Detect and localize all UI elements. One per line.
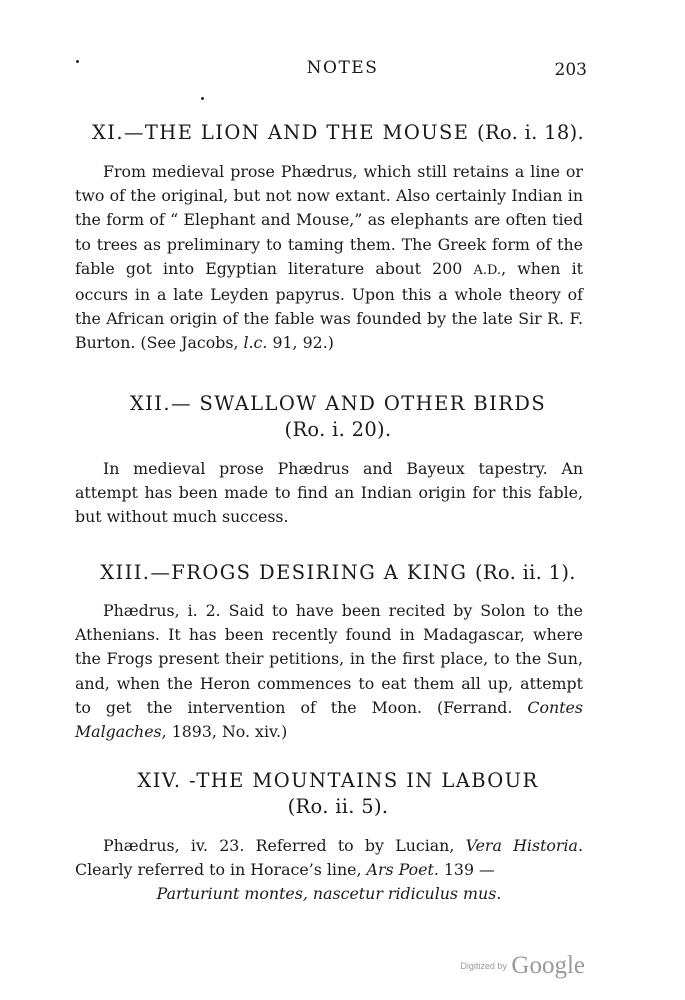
body-text: , 1893, No. xiv.)	[161, 722, 288, 742]
section-title-xiv	[78, 768, 598, 794]
section-ref-xiv	[78, 794, 598, 820]
section-reference: (Ro. ii. 1).	[475, 561, 576, 584]
section-ref-xii	[78, 417, 598, 443]
citation: Vera Historia	[465, 836, 578, 855]
running-head: NOTES	[306, 58, 379, 78]
body-text: From medieval prose Phædrus, which still retains a line or two of the original, but not now extant. Also certainly Indian in the form of “ Elephant and Mouse,” as elephants are often tied to trees as preliminary to taming them. The Greek form of the fable got into Egyptian literature about 200	[75, 162, 583, 278]
digitized-watermark	[460, 952, 585, 980]
body-text: 91, 92.)	[267, 333, 334, 353]
section-body-xi	[75, 160, 583, 356]
citation: Ars Poet.	[366, 860, 439, 880]
section-body-xii	[75, 457, 583, 530]
section-reference: (Ro. i. 18).	[477, 121, 584, 144]
section-heading: XIII.—FROGS DESIRING A KING	[100, 561, 468, 584]
body-text: , when it occurs in a late Leyden papyrus. Upon this a whole theory of the African origin of the fable was founded by the late Sir R. F. Burton. (See Jacobs,	[75, 258, 583, 353]
citation: l.c.	[243, 333, 268, 353]
page-number: 203	[554, 60, 587, 80]
citation: Contes Malgaches	[75, 697, 583, 742]
ink-speck	[201, 97, 204, 100]
body-text: Phædrus, i. 2. Said to have been recited by Solon to the Athenians. It has been recently found in Madagascar, where the Frogs present their petitions, in the first place, to the Sun, and, when the Heron commences to eat them all up, attempt to get the intervention of the Moon. (Ferrand.	[75, 601, 583, 717]
latin-quote: Parturiunt montes, nascetur ridiculus mus.	[156, 884, 502, 904]
section-heading: XI.—THE LION AND THE MOUSE	[92, 121, 470, 144]
watermark-prefix: Digitized by	[460, 961, 507, 971]
section-title-xi	[78, 120, 598, 146]
page-header	[0, 58, 685, 82]
section-body-xiv	[75, 834, 583, 907]
era-abbrev: A.D.	[473, 262, 502, 278]
section-reference: (Ro. i. 20).	[284, 418, 392, 441]
body-text: In medieval prose Phædrus and Bayeux tapestry. An attempt has been made to find an Indian origin for this fable, but without much success.	[75, 459, 583, 527]
body-text: . Clearly referred to in Horace’s line,	[75, 836, 583, 880]
section-reference: (Ro. ii. 5).	[287, 795, 389, 818]
section-heading: XIV. -THE MOUNTAINS IN LABOUR	[137, 769, 539, 792]
body-text: 139 —	[438, 860, 495, 880]
body-text: Phædrus, iv. 23. Referred to by Lucian,	[103, 836, 466, 855]
section-title-xii	[78, 391, 598, 417]
google-logo: Google	[511, 952, 585, 979]
section-heading: XII.— SWALLOW AND OTHER BIRDS	[129, 392, 547, 415]
section-body-xiii	[75, 599, 583, 744]
section-title-xiii	[78, 560, 598, 586]
